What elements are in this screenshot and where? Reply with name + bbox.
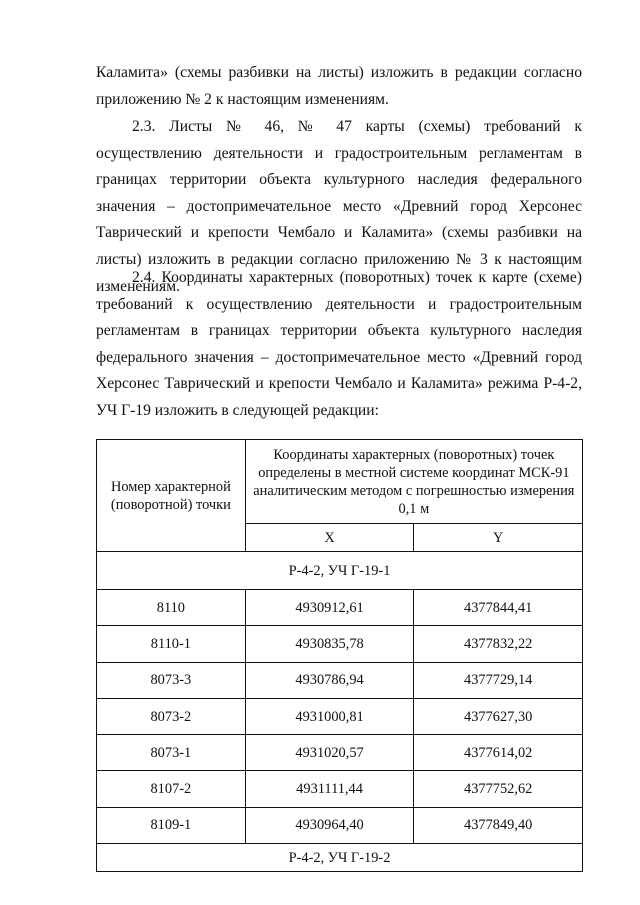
cell-point: 8110 — [97, 590, 246, 626]
cell-x: 4931020,57 — [245, 735, 414, 771]
cell-y: 4377729,14 — [414, 662, 583, 698]
paragraph-continuation — [96, 60, 582, 113]
table-row — [97, 807, 583, 843]
cell-x: 4930912,61 — [245, 590, 414, 626]
header-point-number: Номер характерной (поворотной) точки — [97, 440, 246, 552]
table-row — [97, 735, 583, 771]
cell-point: 8073-2 — [97, 698, 246, 734]
cell-y: 4377614,02 — [414, 735, 583, 771]
cell-x: 4930835,78 — [245, 626, 414, 662]
cell-x: 4931000,81 — [245, 698, 414, 734]
cell-y: 4377627,30 — [414, 698, 583, 734]
cell-point: 8109-1 — [97, 807, 246, 843]
cell-x: 4931111,44 — [245, 771, 414, 807]
cell-x: 4930786,94 — [245, 662, 414, 698]
table-row — [97, 662, 583, 698]
paragraph-text: Каламита» (схемы разбивки на листы) изложить в редакции согласно приложению № 2 к настоящим изменениям. — [96, 64, 582, 108]
table-row — [97, 771, 583, 807]
paragraph-text: 2.4. Координаты характерных (поворотных) точек к карте (схеме) требований к осуществлению деятельности и градостроительным регламентам в границах территории объекта культурного наследия федерального значения – достопримечательное место «Древний город Херсонес Таврический и крепости Чембало и Каламита» режима Р-4-2, УЧ Г-19 изложить в следующей редакции: — [96, 269, 582, 419]
cell-y: 4377849,40 — [414, 807, 583, 843]
cell-y: 4377844,41 — [414, 590, 583, 626]
header-x: X — [245, 524, 414, 552]
table-row — [97, 626, 583, 662]
cell-y: 4377752,62 — [414, 771, 583, 807]
cell-x: 4930964,40 — [245, 807, 414, 843]
paragraph-text: 2.3. Листы № 46, № 47 карты (схемы) требований к осуществлению деятельности и градостроительным регламентам в границах территории объекта культурного наследия федерального значения – достопримечательное место «Древний город Херсонес Таврический и крепости Чембало и Каламита» (схемы разбивки на листы) изложить в редакции согласно приложению № 3 к настоящим изменениям. — [96, 118, 582, 295]
table-row — [97, 590, 583, 626]
cell-point: 8073-1 — [97, 735, 246, 771]
coordinates-table — [96, 439, 583, 872]
cell-point: 8110-1 — [97, 626, 246, 662]
cell-y: 4377832,22 — [414, 626, 583, 662]
section-heading-2: Р-4-2, УЧ Г-19-2 — [97, 844, 583, 872]
cell-point: 8107-2 — [97, 771, 246, 807]
table-row — [97, 698, 583, 734]
cell-point: 8073-3 — [97, 662, 246, 698]
section-heading-1: Р-4-2, УЧ Г-19-1 — [97, 552, 583, 590]
header-coordinates: Координаты характерных (поворотных) точек определены в местной системе координат МСК-91 аналитическим методом с погрешностью измерения 0,1 м — [245, 440, 582, 524]
header-y: Y — [414, 524, 583, 552]
paragraph-2-4 — [96, 265, 582, 425]
